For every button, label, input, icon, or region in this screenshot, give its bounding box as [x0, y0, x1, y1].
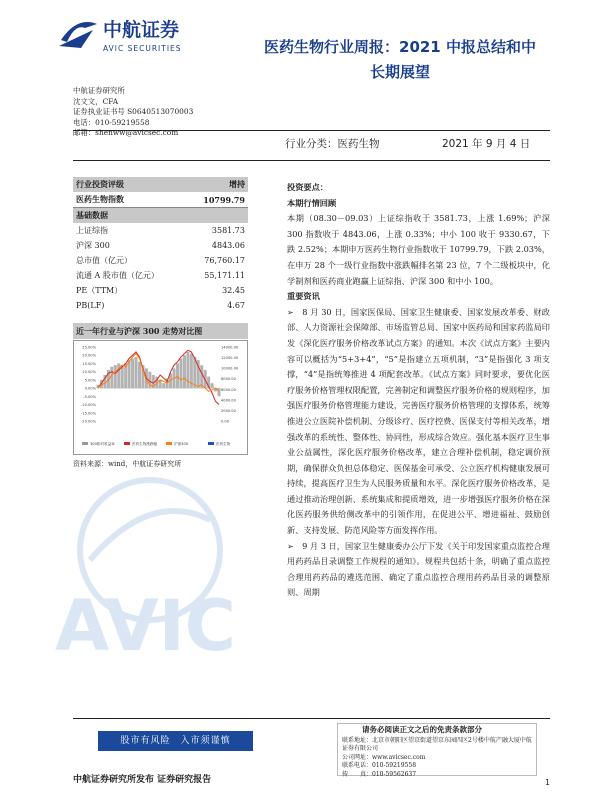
chart-title: 近一年行业与沪深 300 走势对比图 — [73, 323, 248, 339]
data-label: 总市值（亿元） — [76, 256, 132, 265]
relative-return-bar — [138, 362, 141, 388]
data-label: 沪深 300 — [76, 241, 110, 250]
legend-swatch — [166, 442, 172, 445]
data-label: PE（TTM） — [76, 286, 123, 295]
y-right-tick: 4000.00 — [221, 398, 236, 403]
relative-return-bar — [110, 367, 113, 388]
disclaimer-fax: 传 真：010-59562637 — [342, 770, 417, 778]
page-number: 1 — [545, 778, 551, 787]
legend-swatch — [82, 442, 88, 445]
disclaimer-address: 联系地址：北京市朝阳区望京街道望京东园四区2号楼中航产融大厦中航证券有限公司 — [342, 736, 532, 753]
y-right-tick: 12000.00 — [221, 356, 239, 361]
news-item-1: ➢ 8 月 30 日，国家医保局、国家卫生健康委、国家发展改革委、财政部、人力资源社会保障部、市场监管总局、国家中医药局和国家药监局印发《深化医疗服务价格改革试点方案》的通知。本次《试点方案》主要内容可以概括为“5+3+4”，“5”是指建立五项机制，“3”是指强化 3 项支撑，“4”是指统筹推进 4 项配套改革。《试点方案》同时要求，要优化医疗服务价格管理权限配置，完善制定和调整医疗服务价格的规则程序，加强医疗服务价格管理能力建设，完善医疗服务价格管理的支撑体系，统筹推进公立医院补偿机制、分级诊疗、医疗控费、医保支付等相关改革，增强改革的系统性、整体性、协同性，形成综合效应。强化基本医疗卫生事业公益属性，深化医疗服务价格改革，建立合理补偿机制，稳定调价预期，确保群众负担总体稳定、医保基金可承受、公立医疗机构健康发展可持续，提高医疗卫生为人民服务质量和水平。深化医疗服务价格改革，是通过推动治理创新、系统集成和提质增效，进一步增强医疗服务价格在深化医药服务供给侧改革中的引领作用，在促进公平、增进福祉、鼓励创新、支持发展、防范风险等方面发挥作用。 — [287, 306, 550, 536]
legend-label: 300相对收益率 — [90, 442, 115, 446]
relative-return-bar — [131, 359, 134, 389]
data-label: 流通 A 股市值（亿元） — [76, 271, 159, 280]
y-left-tick: 5.00% — [84, 378, 96, 383]
news-item-2: ➢ 9 月 3 日，国家卫生健康委办公厅下发《关于印发国家重点监控合理用药药品目录调整工作规程的通知》。规程共包括十条，明确了重点监控合理用药药品的遴选范围、确定了重点监控合理用药药品目录的调整原则、周期 — [287, 540, 550, 598]
basic-data-title: 基础数据 — [76, 210, 108, 220]
data-value: 32.45 — [222, 286, 245, 295]
analyst-email: 邮箱：shenww@avicsec.com — [73, 128, 179, 137]
news-heading: 重要资讯 — [287, 291, 320, 302]
report-title-line1: 医药生物行业周报：2021 中报总结和中 — [264, 38, 536, 56]
rating-label: 行业投资评级 — [76, 179, 124, 189]
report-body — [287, 180, 550, 601]
risk-banner: 股市有风险 入市须谨慎 — [98, 731, 253, 751]
y-left-tick: 0.00% — [84, 386, 96, 391]
relative-return-bar — [183, 355, 186, 388]
report-title-line2: 长期展望 — [369, 63, 430, 81]
industry-category: 行业分类：医药生物 — [285, 138, 380, 150]
investment-points-heading: 投资要点： — [287, 182, 328, 192]
rating-row — [73, 177, 248, 192]
data-row — [73, 253, 248, 268]
svg-text:AVIC SECURITIES: AVIC SECURITIES — [103, 44, 182, 53]
disclaimer-box — [337, 723, 537, 776]
data-value: 4.67 — [227, 301, 245, 310]
data-row — [73, 223, 248, 238]
relative-return-bar — [176, 363, 179, 388]
analyst-name: 沈文文，CFA — [73, 96, 119, 106]
legend-swatch — [208, 442, 214, 445]
data-label: 上证综指 — [76, 226, 108, 235]
y-right-tick: 8000.00 — [221, 377, 236, 382]
report-date: 2021 年 9 月 4 日 — [442, 138, 531, 150]
data-value: 55,171.11 — [204, 271, 245, 280]
svg-text:中航证券: 中航证券 — [103, 19, 180, 41]
y-right-tick: 14000.00 — [221, 345, 239, 350]
header-divider — [73, 130, 550, 131]
relative-return-bar — [114, 365, 117, 388]
market-review-text: 本期（08.30－09.03）上证综指收于 3581.73，上涨 1.69%；沪深 300 指数收于 4843.06，上涨 0.33%；中小 100 收于 9330.67，下跌 2.52%；本期申万医药生物行业指数收于 10799.79，下跌 2.03%，在申万 28 个一级行业指数中涨跌幅排名第 23 位，7 个二级板块中，化学制剂和医药商业跑赢上证综指、沪深 300 和中小 100。 — [287, 213, 550, 286]
disclaimer-site: 公司网址：www.avicsec.com — [342, 753, 426, 761]
data-row — [73, 238, 248, 253]
relative-return-bar — [135, 357, 138, 388]
chart-source: 资料来源：wind，中航证券研究所 — [73, 460, 182, 468]
institute: 中航证券研究所 — [73, 86, 125, 95]
data-row — [73, 298, 248, 313]
data-value: 3581.73 — [211, 226, 245, 235]
y-left-tick: -20.00% — [81, 419, 96, 424]
relative-return-bar — [186, 352, 189, 388]
y-right-tick: 0.00 — [221, 419, 230, 424]
relative-return-bar — [211, 383, 214, 388]
index-row — [73, 192, 248, 208]
y-right-tick: 10000.00 — [221, 366, 239, 371]
analyst-phone: 电话：010-59219558 — [73, 117, 150, 127]
license-number: 证券执业证书号 S0640513070003 — [73, 107, 194, 116]
report-title — [240, 35, 560, 85]
footer-divider — [73, 718, 550, 719]
footer-publisher: 中航证券研究所发布 证券研究报告 — [73, 775, 212, 785]
disclaimer-tel: 联系电话：010-59219558 — [342, 762, 417, 770]
y-left-tick: 15.00% — [82, 361, 96, 366]
basic-data-table — [73, 177, 248, 313]
relative-return-bar — [179, 359, 182, 389]
data-row — [73, 283, 248, 298]
company-logo — [55, 12, 205, 58]
basic-data-header — [73, 208, 248, 223]
index-value: 10799.79 — [203, 194, 245, 205]
legend-label: 医药生物涨跌幅 — [132, 442, 158, 446]
y-left-tick: 10.00% — [82, 370, 96, 375]
y-left-tick: -10.00% — [81, 403, 96, 408]
meta-divider — [73, 160, 550, 161]
trend-chart — [73, 340, 248, 455]
data-value: 76,760.17 — [204, 256, 245, 265]
rating-value: 增持 — [229, 179, 245, 189]
y-left-tick: -15.00% — [81, 411, 96, 416]
y-left-tick: -5.00% — [83, 394, 96, 399]
market-review-heading: 本期行情回顾 — [287, 197, 337, 208]
data-value: 4843.06 — [211, 241, 245, 250]
legend-swatch — [124, 442, 130, 445]
data-label: PB(LF) — [76, 301, 105, 310]
data-row — [73, 268, 248, 283]
relative-return-bar — [121, 365, 124, 388]
relative-return-bar — [162, 383, 165, 388]
disclaimer-heading: 请务必阅读正文之后的免责条款部分 — [362, 725, 482, 734]
index-label: 医药生物指数 — [76, 194, 124, 204]
legend-label: 沪深300 — [174, 442, 189, 446]
relative-return-bar — [128, 360, 131, 388]
y-right-tick: 6000.00 — [221, 387, 236, 392]
watermark-text: AVIC — [55, 585, 237, 667]
legend-label: 医药生物 — [216, 442, 231, 446]
y-right-tick: 2000.00 — [221, 408, 236, 413]
y-left-tick: 25.00% — [82, 345, 96, 350]
relative-return-bar — [218, 388, 221, 396]
y-left-tick: 20.00% — [82, 353, 96, 358]
